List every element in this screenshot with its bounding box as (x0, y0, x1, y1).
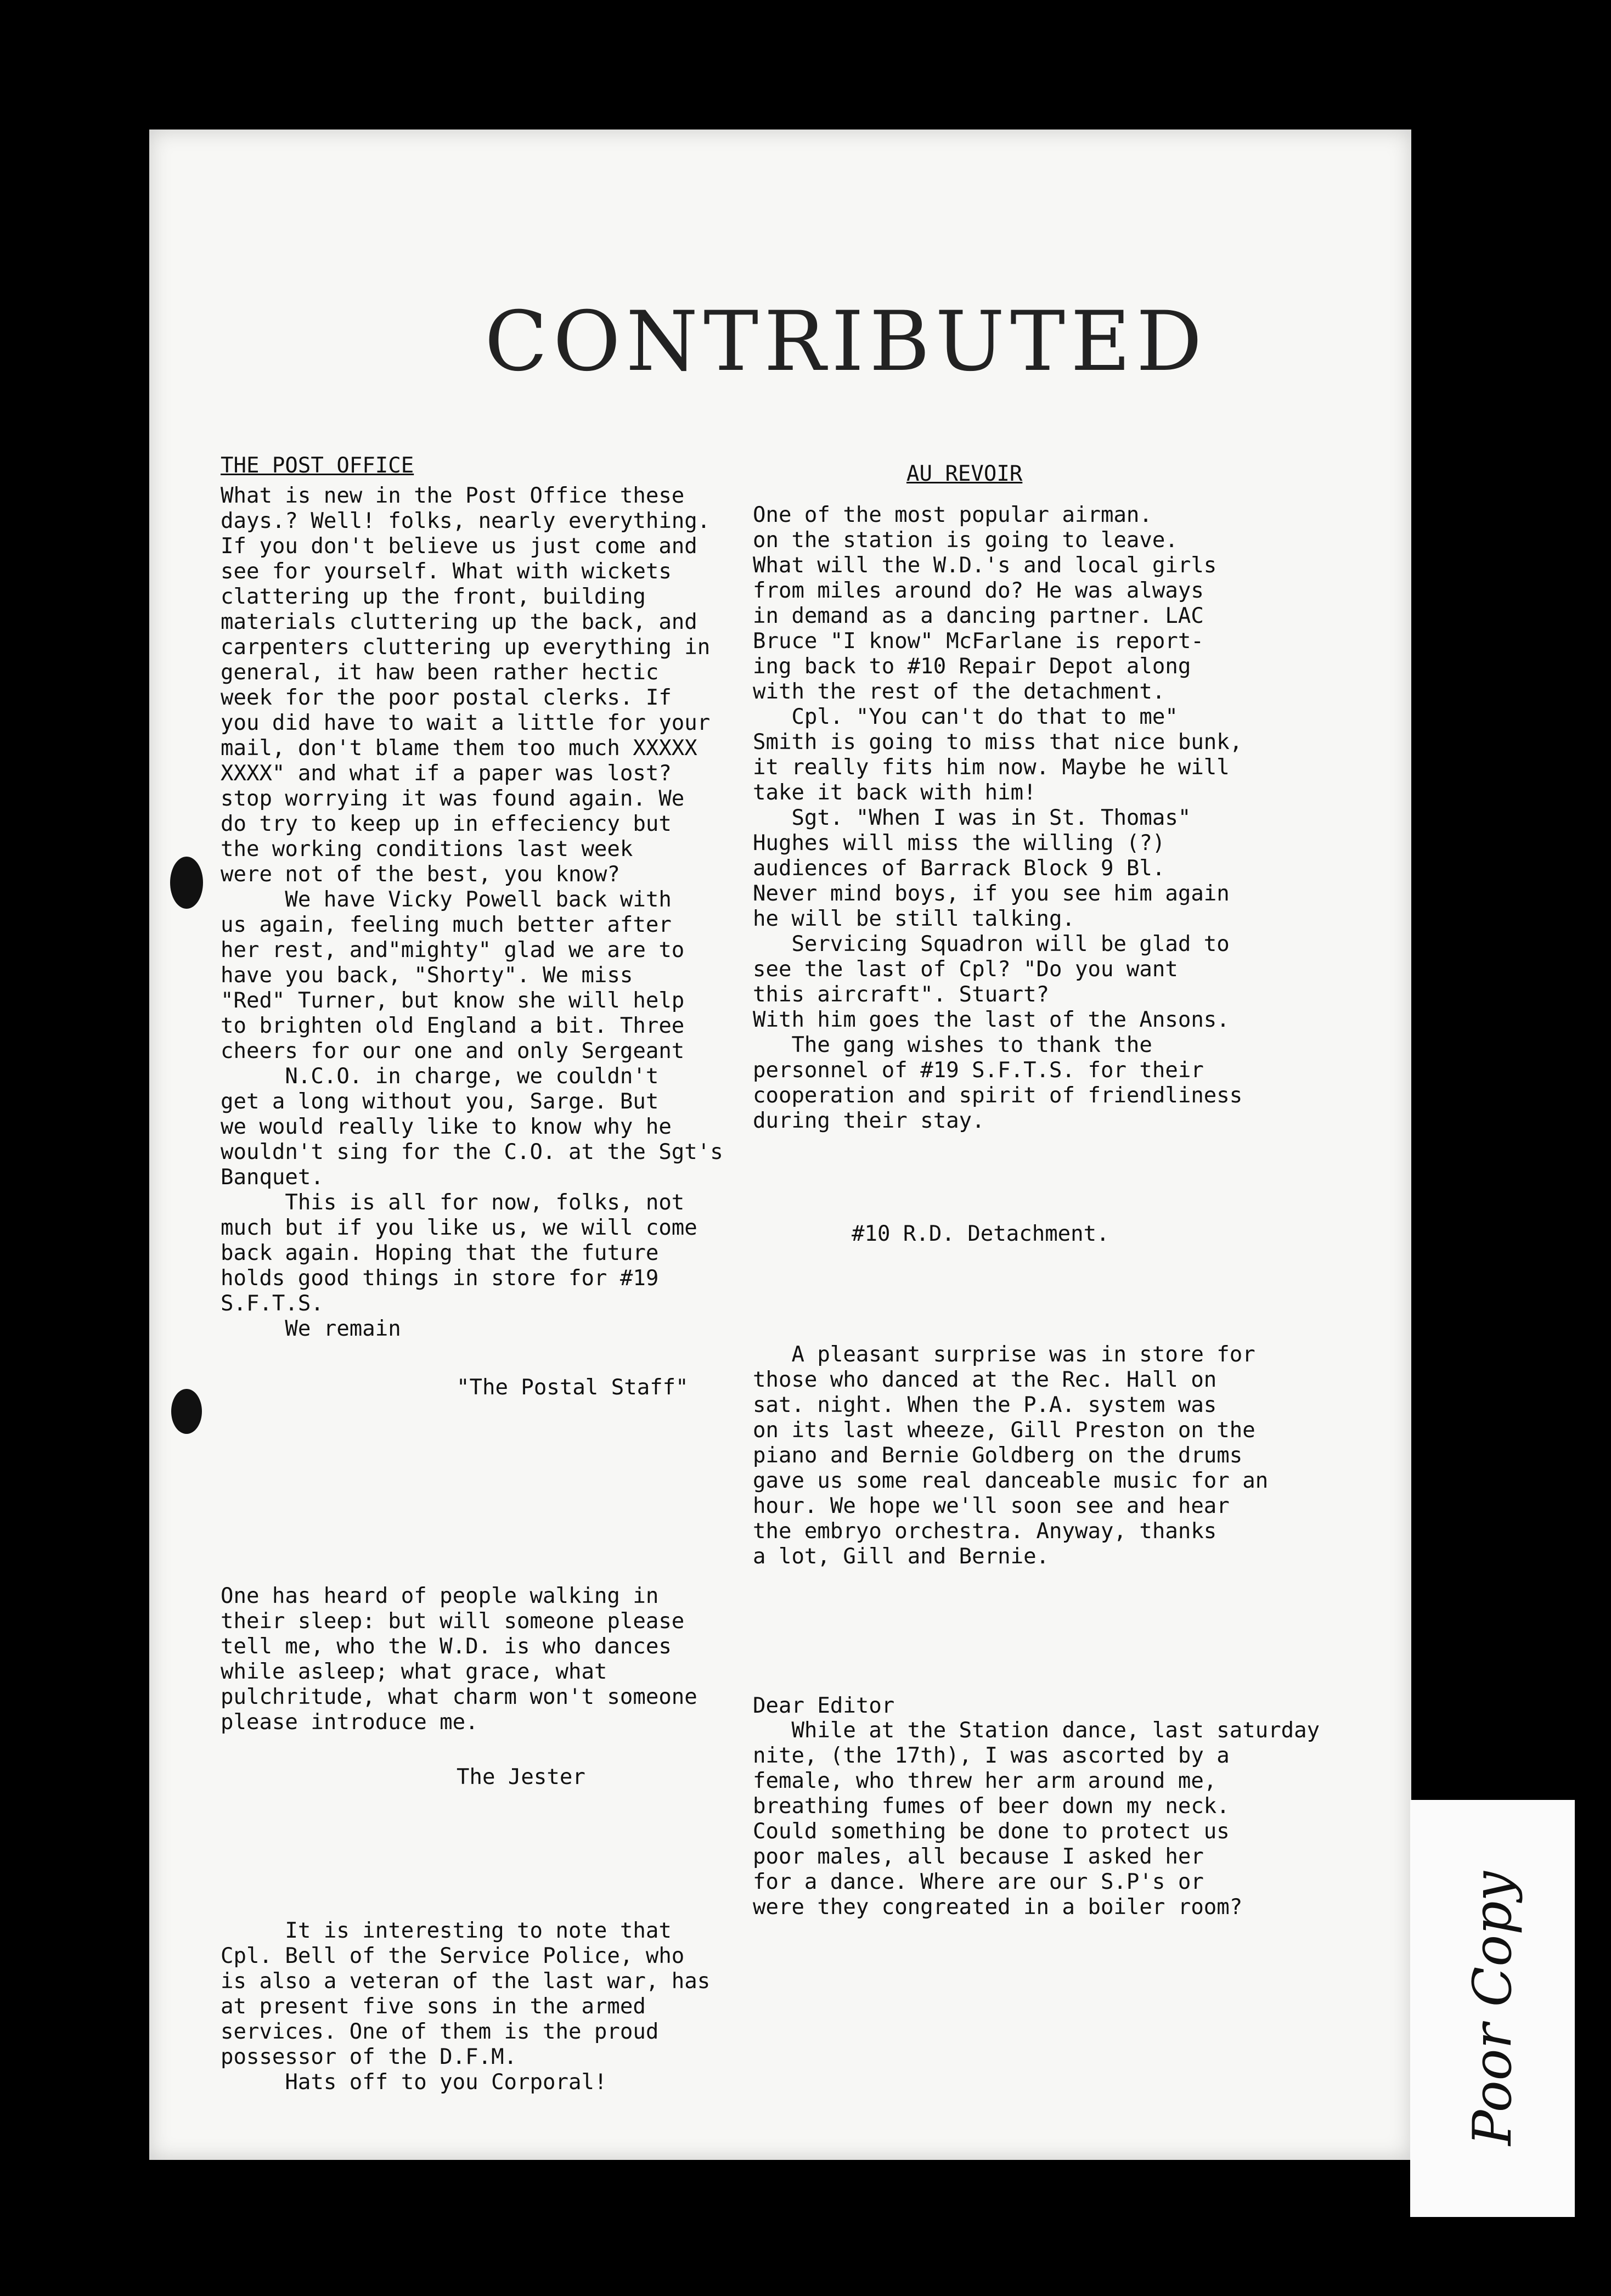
page-title: CONTRIBUTED (485, 294, 1208, 390)
au-revoir-article: One of the most popular airman. on the station is going to leave. What will the W.D.'s and local girls from miles around do? He was always in demand as a dancing partner. LAC Bruce "I know" McFarlane is report- ing back to #10 Repair Depot along with the rest of the detachment. Cpl. "You can't do that to me" Smith is going to miss that nice bunk, it really fits him now. Maybe he will take it back with him! Sgt. "When I was in St. Thomas" Hughes will miss the willing (?) audiences of Barrack Block 9 Bl. Never mind boys, if you see him again he will be still talking. Servicing Squadron will be glad to see the last of Cpl? "Do you want this aircraft". Stuart? With him goes the last of the Ansons. The gang wishes to thank the personnel of #19 S.F.T.S. for their cooperation and spirit of friendliness during their stay. (753, 503, 1243, 1133)
corporal-article: It is interesting to note that Cpl. Bell of the Service Police, who is also a veteran of the last war, has at present five sons in the armed services. One of them is the proud possessor of the D.F.M. Hats off to you Corporal! (221, 1918, 711, 2095)
au-revoir-signature: #10 R.D. Detachment. (852, 1222, 1109, 1246)
post-office-article: What is new in the Post Office these days.? Well! folks, nearly everything. If you don't believe us just come and see for yourself. What with wickets clattering up the front, building materials cluttering up the back, and carpenters cluttering up everything in general, it haw been rather hectic week for the poor postal clerks. If you did have to wait a little for your mail, don't blame them too much XXXXX XXXX" and what if a paper was lost? stop worrying it was found again. We do try to keep up in effeciency but the working conditions last week were not of the best, you know? We have Vicky Powell back with us again, feeling much better after her rest, and"mighty" glad we are to have you back, "Shorty". We miss "Red" Turner, but know she will help to brighten old England a bit. Three cheers for our one and only Sergeant N.C.O. in charge, we couldn't get a long without you, Sarge. But we would really like to know why he wouldn't sing for the C.O. at the Sgt's Banquet. This is all for now, folks, not much but if you like us, we will come back again. Hoping that the future holds good things in store for #19 S.F.T.S. We remain (221, 483, 723, 1341)
letter-salutation: Dear Editor (753, 1693, 895, 1718)
archive-note-label: Poor Copy (1462, 1871, 1523, 2146)
surprise-article: A pleasant surprise was in store for those who danced at the Rec. Hall on sat. night. When the P.A. system was on its last wheeze, Gill Preston on the piano and Bernie Goldberg on the drums gave us some real danceable music for an hour. We hope we'll soon see and hear the embryo orchestra. Anyway, thanks a lot, Gill and Bernie. (753, 1342, 1269, 1569)
jester-article: One has heard of people walking in their sleep: but will someone please tell me, who the W.D. is who dances while asleep; what grace, what pulchritude, what charm won't someone please introduce me. (221, 1584, 697, 1735)
newsletter-page (149, 130, 1411, 2160)
archive-note-card (1410, 1800, 1575, 2217)
post-office-signature: "The Postal Staff" (457, 1375, 689, 1400)
punch-hole-blot (170, 857, 203, 909)
letter-article: While at the Station dance, last saturday nite, (the 17th), I was ascorted by a female, who threw her arm around me, breathing fumes of beer down my neck. Could something be done to protect us poor males, all because I asked her for a dance. Where are our S.P's or were they congreated in a boiler room? (753, 1718, 1320, 1920)
punch-hole-blot (171, 1389, 202, 1434)
jester-signature: The Jester (457, 1765, 585, 1789)
au-revoir-heading: AU REVOIR (906, 462, 1023, 486)
post-office-heading: THE POST OFFICE (221, 453, 414, 478)
